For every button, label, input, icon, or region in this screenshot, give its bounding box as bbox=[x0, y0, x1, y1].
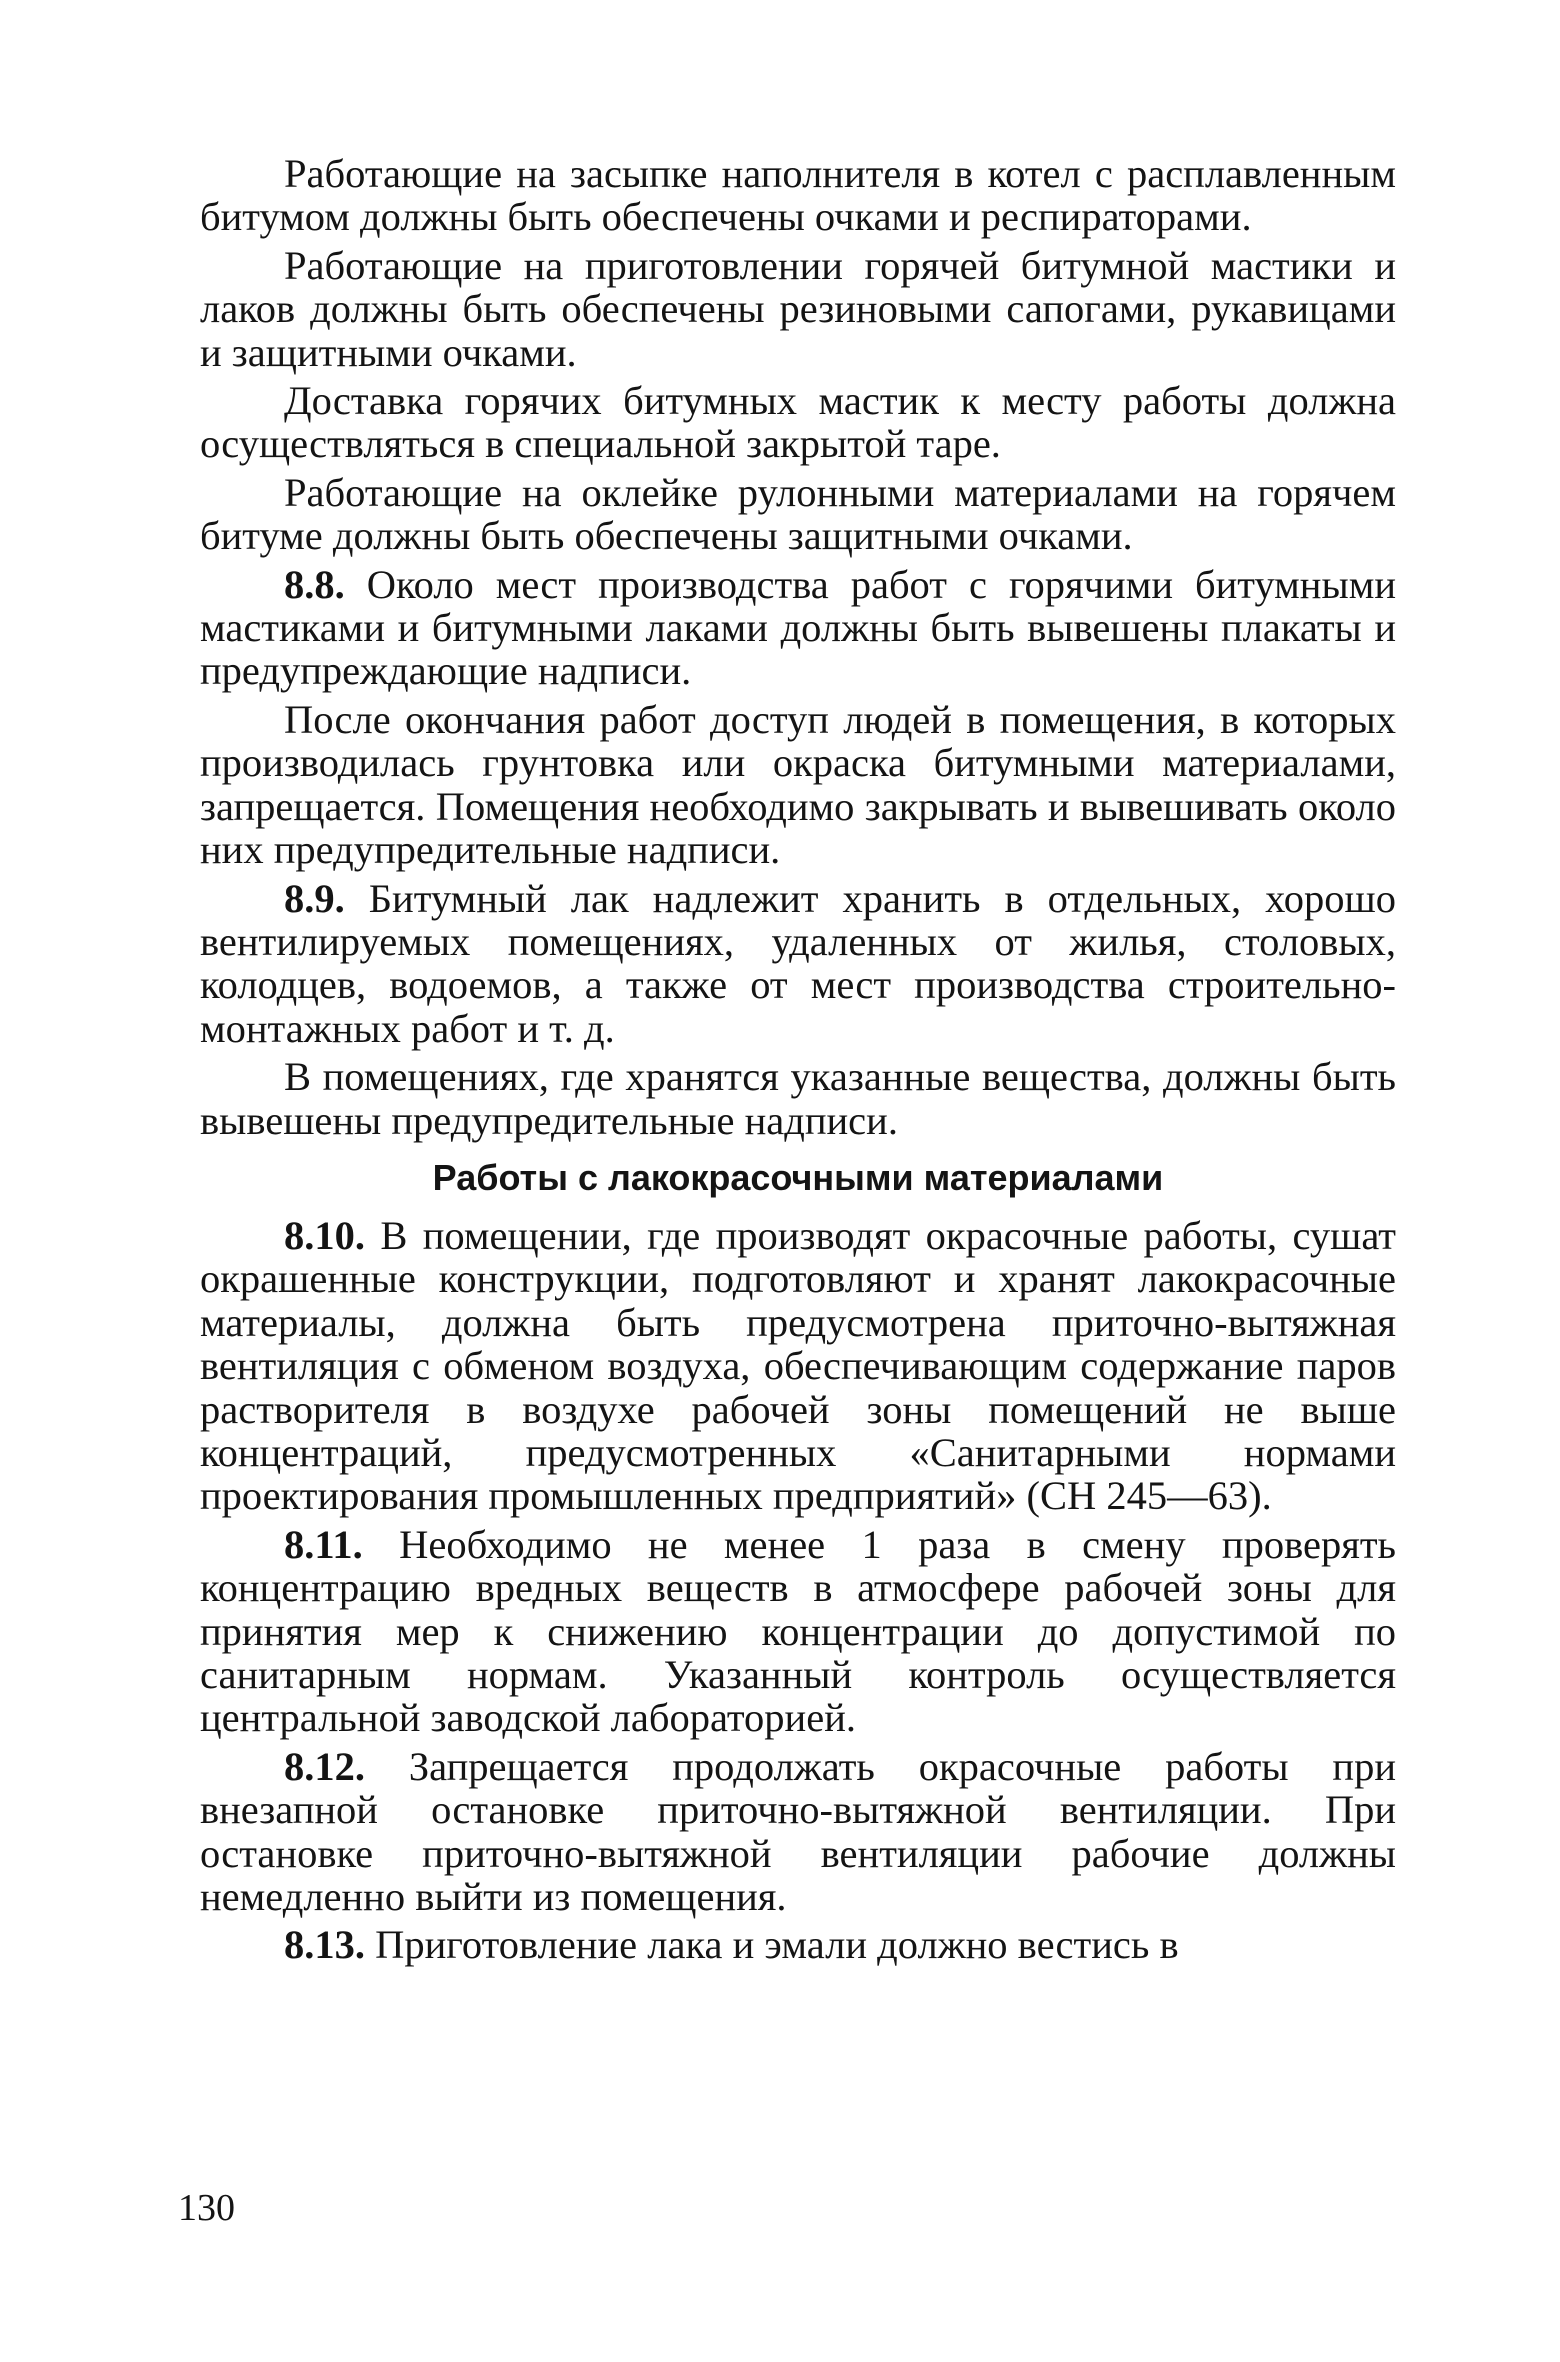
body-text bbox=[200, 152, 1396, 1972]
paragraph-text: Около мест производства работ с горячими битумными мастиками и битумными лаками должны быть вывешены плакаты и предупреждающие надписи. bbox=[200, 561, 1396, 694]
paragraph bbox=[200, 1214, 1396, 1518]
paragraph-text: Работающие на оклейке рулонными материалами на горячем битуме должны быть обеспечены защитными очками. bbox=[200, 469, 1396, 559]
paragraph bbox=[200, 1055, 1396, 1142]
section-heading: Работы с лакокрасочными материалами bbox=[432, 1156, 1164, 1198]
paragraph-text: Доставка горячих битумных мастик к месту работы должна осуществляться в специальной закрытой таре. bbox=[200, 378, 1396, 467]
paragraph bbox=[200, 877, 1396, 1051]
clause-number: 8.11. bbox=[284, 1521, 363, 1567]
paragraph bbox=[200, 1745, 1396, 1919]
paragraph-text: Битумный лак надлежит хранить в отдельных, хорошо вентилируемых помещениях, удаленных от жилья, столовых, колодцев, водоемов, а также от мест производства строительно-монтажных работ и т. д. bbox=[200, 875, 1396, 1051]
paragraph bbox=[200, 244, 1396, 374]
paragraph bbox=[200, 1923, 1396, 1966]
paragraph-text: После окончания работ доступ людей в помещения, в которых производилась грунтовка или окраска битумными материалами, запрещается. Помещения необходимо закрывать и вывешивать около них предупредительные надписи. bbox=[200, 696, 1396, 873]
paragraph bbox=[200, 1523, 1396, 1740]
paragraph-text: Запрещается продолжать окрасочные работы при внезапной остановке приточно-вытяжной вентиляции. При остановке приточно-вытяжной вентиляции рабочие должны немедленно выйти из помещения. bbox=[200, 1743, 1396, 1920]
paragraph-text: В помещении, где производят окрасочные работы, сушат окрашенные конструкции, подготовляют и хранят лакокрасочные материалы, должна быть предусмотрена приточно-вытяжная вентиляция с обменом воздуха, обеспечивающим содержание паров растворителя в воздухе рабочей зоны помещений не выше концентраций, предусмотренных «Санитарными нормами проектирования промышленных предприятий» (СН 245—63). bbox=[200, 1212, 1396, 1519]
clause-number: 8.8. bbox=[284, 561, 345, 607]
clause-number: 8.9. bbox=[284, 875, 345, 921]
paragraph-text: В помещениях, где хранятся указанные вещества, должны быть вывешены предупредительные надписи. bbox=[200, 1054, 1396, 1143]
paragraph-text: Необходимо не менее 1 раза в смену проверять концентрацию вредных веществ в атмосфере рабочей зоны для принятия мер к снижению концентрации до допустимой по санитарным нормам. Указанный контроль осуществляется центральной заводской лабораторией. bbox=[200, 1521, 1396, 1741]
clause-number: 8.13. bbox=[284, 1922, 365, 1968]
paragraph bbox=[200, 379, 1396, 466]
page-number: 130 bbox=[178, 2187, 235, 2229]
paragraph bbox=[200, 563, 1396, 693]
paragraph bbox=[200, 698, 1396, 872]
clause-number: 8.10. bbox=[284, 1212, 365, 1258]
paragraph bbox=[200, 152, 1396, 239]
clause-number: 8.12. bbox=[284, 1743, 365, 1789]
paragraph bbox=[200, 471, 1396, 558]
paragraph-text: Работающие на засыпке наполнителя в котел с расплавленным битумом должны быть обеспечены очками и респираторами. bbox=[200, 151, 1396, 240]
paragraph-text: Приготовление лака и эмали должно вестись в bbox=[365, 1922, 1179, 1968]
paragraph-text: Работающие на приготовлении горячей битумной мастики и лаков должны быть обеспечены резиновыми сапогами, рукавицами и защитными очками. bbox=[200, 242, 1396, 375]
